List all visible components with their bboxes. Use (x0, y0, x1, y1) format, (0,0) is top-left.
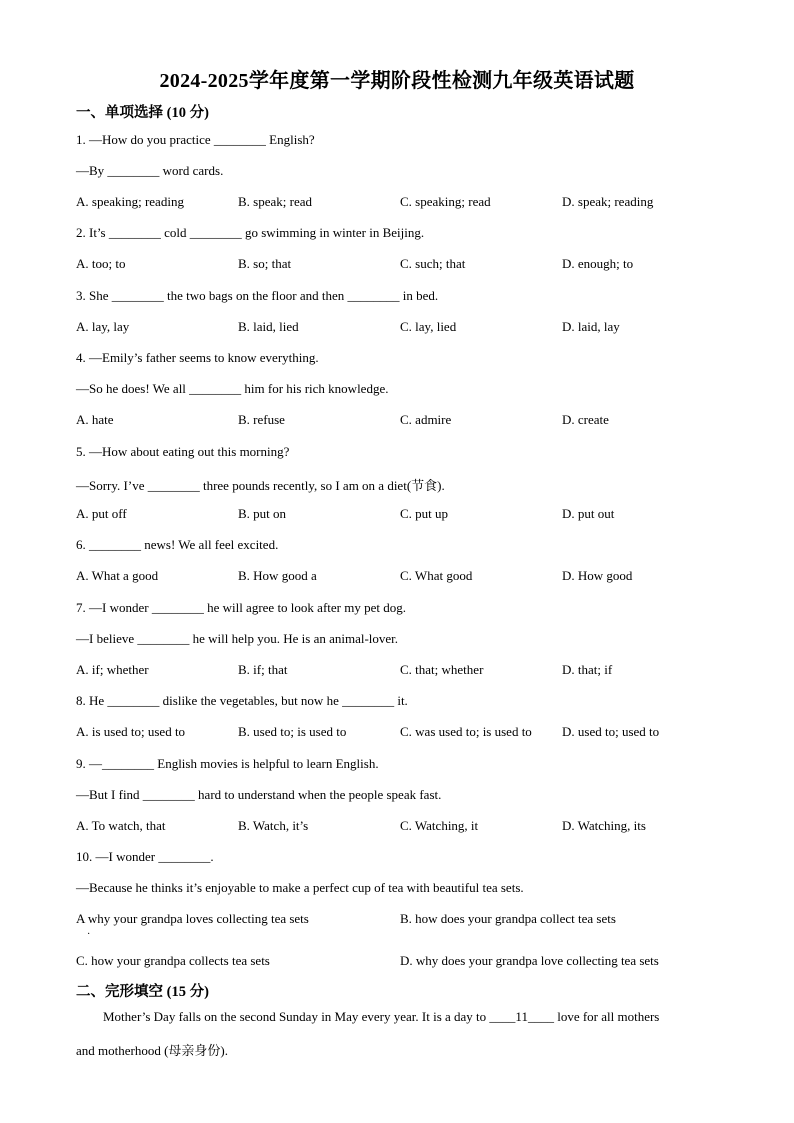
question-9-option-c: C. Watching, it (400, 818, 479, 833)
question-2-stem: 2. It’s ________ cold ________ go swimming in winter in Beijing. (76, 225, 425, 240)
question-2-option-a: A. too; to (76, 256, 126, 271)
question-4-stem-line-2: —So he does! We all ________ him for his rich knowledge. (76, 381, 389, 396)
question-3-option-c: C. lay, lied (400, 319, 457, 334)
question-10-option-c: C. how your grandpa collects tea sets (76, 953, 270, 968)
passage-line-2: and motherhood (母亲身份). (76, 1043, 229, 1058)
question-5-option-a: A. put off (76, 506, 127, 521)
question-9-stem: 9. —________ English movies is helpful to learn English. (76, 756, 379, 771)
question-7-stem: 7. —I wonder ________ he will agree to look after my pet dog. (76, 600, 406, 615)
question-1-option-a: A. speaking; reading (76, 194, 184, 209)
question-1-stem: 1. —How do you practice ________ English? (76, 132, 315, 147)
question-8-option-d: D. used to; used to (562, 724, 660, 739)
question-6-stem: 6. ________ news! We all feel excited. (76, 537, 279, 552)
section-heading-single-choice: 一、单项选择 (10 分) (76, 105, 209, 121)
question-9-option-a: A. To watch, that (76, 818, 166, 833)
question-6-option-a: A. What a good (76, 568, 159, 583)
question-3-option-b: B. laid, lied (238, 319, 299, 334)
question-8-option-b: B. used to; is used to (238, 724, 347, 739)
question-4-option-a: A. hate (76, 412, 114, 427)
question-4-option-b: B. refuse (238, 412, 285, 427)
question-10-option-d: D. why does your grandpa love collecting tea sets (400, 953, 659, 968)
question-7-option-d: D. that; if (562, 662, 613, 677)
question-7-option-c: C. that; whether (400, 662, 484, 677)
question-4-stem: 4. —Emily’s father seems to know everything. (76, 350, 319, 365)
question-9-stem-line-2: —But I find ________ hard to understand when the people speak fast. (76, 787, 442, 802)
section-heading-cloze: 二、完形填空 (15 分) (76, 984, 209, 1000)
question-5-option-d: D. put out (562, 506, 615, 521)
passage-text: Mother’s Day falls on the second Sunday in May every year. It is a day to (103, 1009, 490, 1024)
question-7-option-b: B. if; that (238, 662, 288, 677)
question-10-option-a: A why your grandpa loves collecting tea sets (76, 911, 309, 926)
question-10-option-b: B. how does your grandpa collect tea sets (400, 911, 616, 926)
question-9-option-d: D. Watching, its (562, 818, 646, 833)
question-5-stem: 5. —How about eating out this morning? (76, 444, 290, 459)
question-5-option-c: C. put up (400, 506, 449, 521)
question-2-option-c: C. such; that (400, 256, 466, 271)
question-8-stem: 8. He ________ dislike the vegetables, but now he ________ it. (76, 693, 408, 708)
question-6-option-b: B. How good a (238, 568, 317, 583)
question-6-option-d: D. How good (562, 568, 633, 583)
question-3-option-a: A. lay, lay (76, 319, 130, 334)
passage-blank-11: ____11____ (489, 1009, 554, 1024)
question-7-stem-line-2: —I believe ________ he will help you. He is an animal-lover. (76, 631, 399, 646)
question-7-option-a: A. if; whether (76, 662, 149, 677)
passage-text-end: love for all mothers (553, 1009, 660, 1024)
page-title: 2024-2025学年度第一学期阶段性检测九年级英语试题 (159, 70, 635, 92)
question-2-option-b: B. so; that (238, 256, 292, 271)
question-1-option-c: C. speaking; read (400, 194, 491, 209)
question-1-option-b: B. speak; read (238, 194, 313, 209)
question-3-stem: 3. She ________ the two bags on the floor and then ________ in bed. (76, 288, 439, 303)
question-1-option-d: D. speak; reading (562, 194, 654, 209)
question-8-option-c: C. was used to; is used to (400, 724, 532, 739)
question-10-stem-line-2: —Because he thinks it’s enjoyable to make a perfect cup of tea with beautiful tea sets. (76, 880, 524, 895)
question-5-option-b: B. put on (238, 506, 287, 521)
question-6-option-c: C. What good (400, 568, 473, 583)
passage-line-1 (103, 1009, 659, 1025)
question-10-stem: 10. —I wonder ________. (76, 849, 214, 864)
question-3-option-d: D. laid, lay (562, 319, 620, 334)
question-4-option-c: C. admire (400, 412, 452, 427)
question-5-stem-line-2: —Sorry. I’ve ________ three pounds recently, so I am on a diet(节食). (76, 478, 445, 493)
question-2-option-d: D. enough; to (562, 256, 634, 271)
question-8-option-a: A. is used to; used to (76, 724, 186, 739)
question-9-option-b: B. Watch, it’s (238, 818, 309, 833)
question-4-option-d: D. create (562, 412, 609, 427)
stray-dot-mark: · (87, 929, 91, 940)
question-1-stem-line-2: —By ________ word cards. (76, 163, 224, 178)
